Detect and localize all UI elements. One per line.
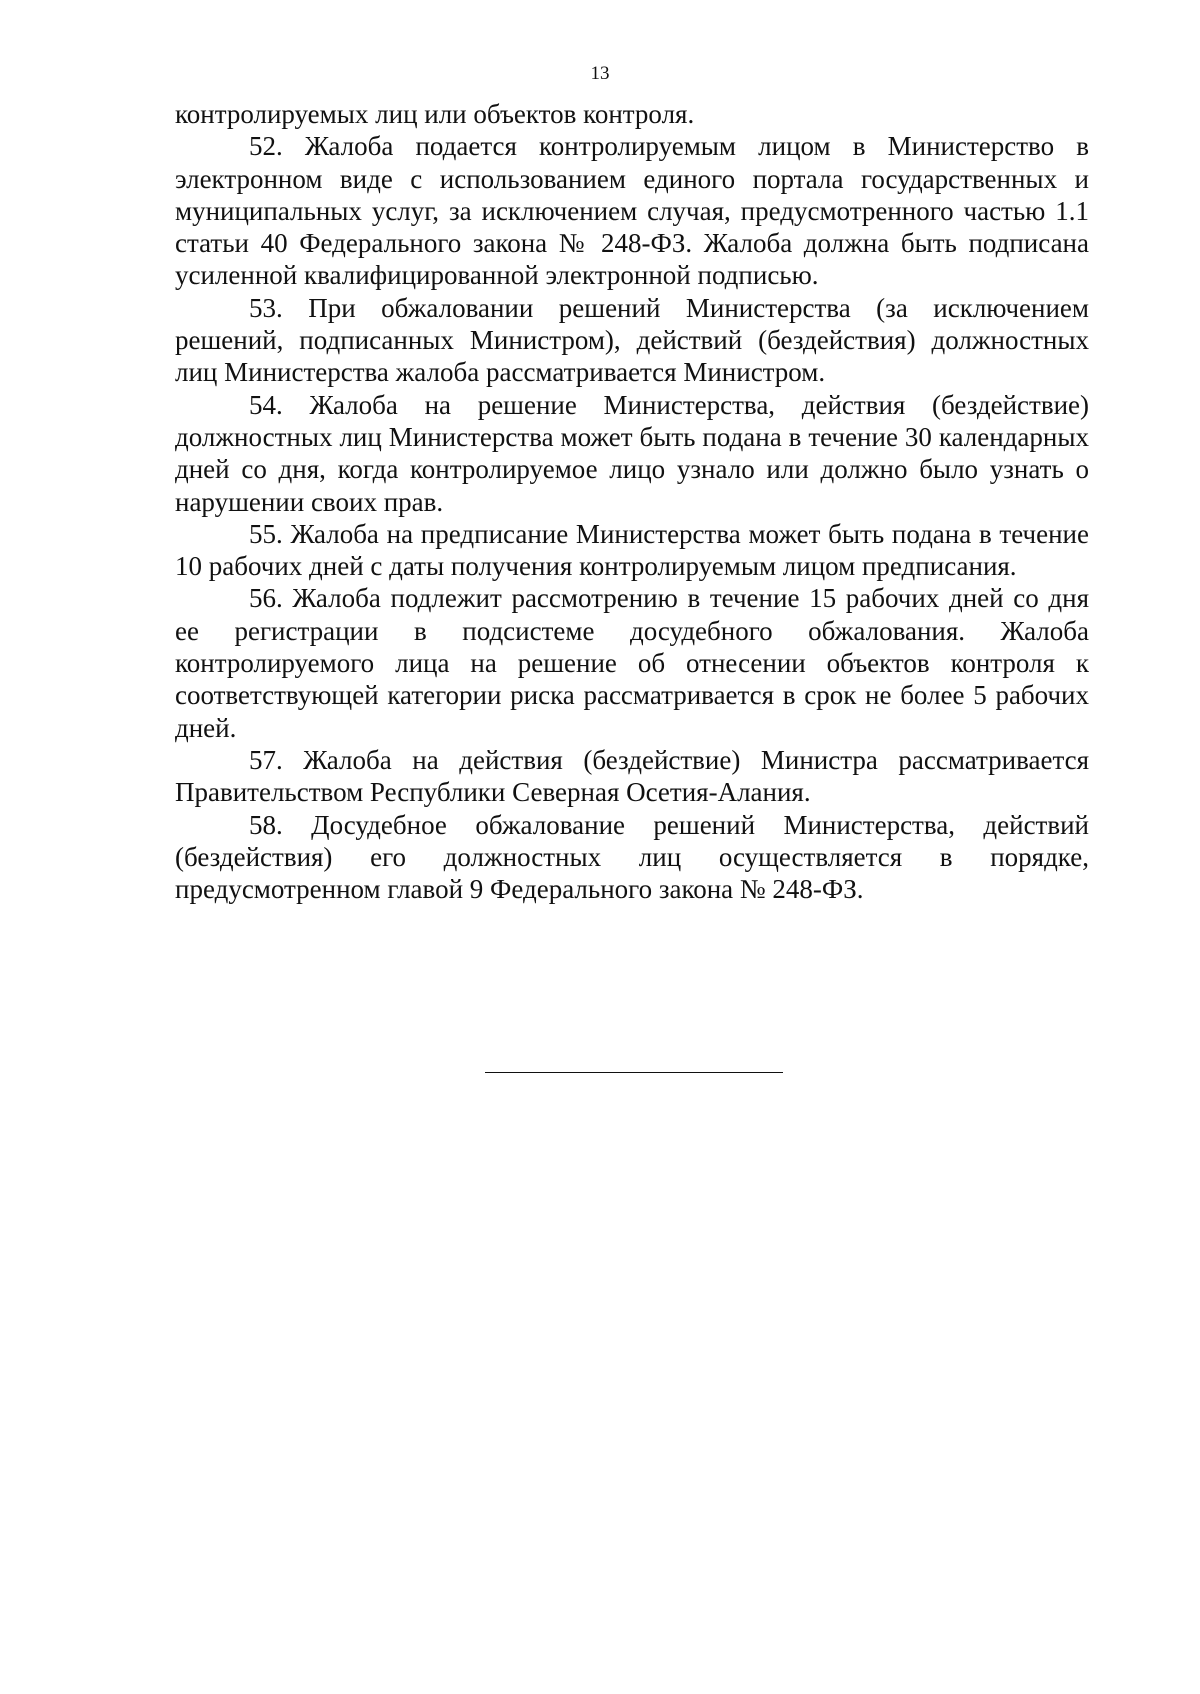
paragraph-continuation: контролируемых лиц или объектов контроля.	[175, 99, 695, 129]
paragraph-item-54: 54. Жалоба на решение Министерства, действия (бездействие) должностных лиц Министерства может быть подана в течение 30 календарных дней со дня, когда контролируемое лицо узнало или должно было узнать о нарушении своих прав.	[175, 389, 1089, 517]
paragraph-item-52: 52. Жалоба подается контролируемым лицом в Министерство в электронном виде с использованием единого портала государственных и муниципальных услуг, за исключением случая, предусмотренного частью 1.1 статьи 40 Федерального закона № 248-ФЗ. Жалоба должна быть подписана усиленной квалифицированной электронной подписью.	[175, 131, 1089, 291]
page-number: 13	[590, 63, 610, 84]
document-body	[175, 98, 1089, 905]
paragraph-item-56: 56. Жалоба подлежит рассмотрению в течение 15 рабочих дней со дня ее регистрации в подсистеме досудебного обжалования. Жалоба контролируемого лица на решение об отнесении объектов контроля к соответствующей категории риска рассматривается в срок не более 5 рабочих дней.	[175, 583, 1089, 743]
paragraph-item-53: 53. При обжаловании решений Министерства (за исключением решений, подписанных Министром), действий (бездействия) должностных лиц Министерства жалоба рассматривается Министром.	[175, 292, 1089, 388]
paragraph-item-57: 57. Жалоба на действия (бездействие) Министра рассматривается Правительством Республики Северная Осетия-Алания.	[175, 744, 1089, 808]
closing-divider	[485, 1072, 783, 1073]
paragraph-item-55: 55. Жалоба на предписание Министерства может быть подана в течение 10 рабочих дней с даты получения контролируемым лицом предписания.	[175, 518, 1089, 582]
paragraph-item-58: 58. Досудебное обжалование решений Министерства, действий (бездействия) его должностных лиц осуществляется в порядке, предусмотренном главой 9 Федерального закона № 248-ФЗ.	[175, 809, 1089, 905]
